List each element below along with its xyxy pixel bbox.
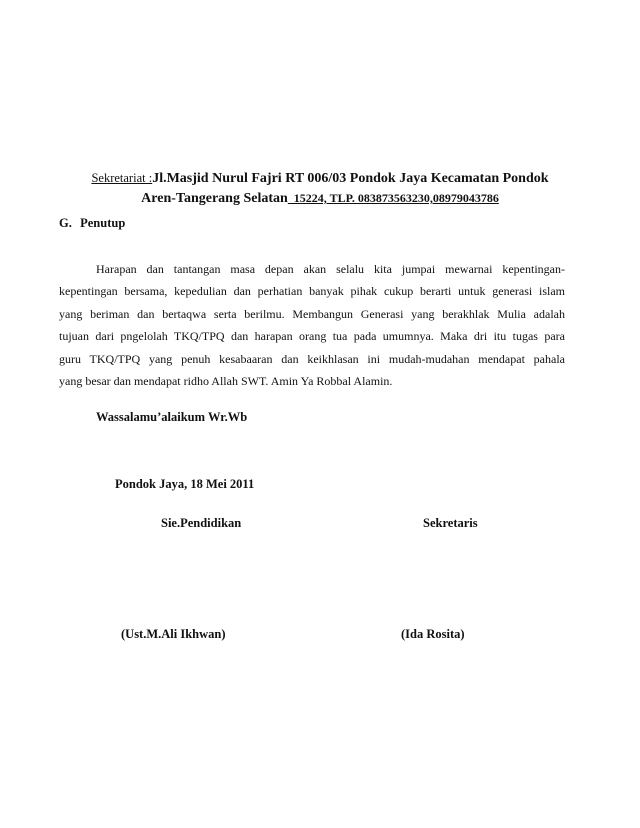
address-line-1: Jl.Masjid Nurul Fajri RT 006/03 Pondok Jaya Kecamatan Pondok — [152, 171, 549, 186]
place-date: Pondok Jaya, 18 Mei 2011 — [115, 477, 255, 491]
section-letter: G. — [59, 216, 72, 230]
closing-salutation: Wassalamu’alaikum Wr.Wb — [96, 410, 248, 424]
secretariat-label: Sekretariat : — [91, 171, 153, 185]
paragraph-line: guru TKQ/TPQ yang penuh kesabaaran dan keikhlasan ini mudah-mudahan mendapat pahala — [59, 351, 565, 366]
paragraph-line: Harapan dan tantangan masa depan akan selalu kita jumpai mewarnai kepentingan- — [96, 262, 565, 276]
contact-info: 15224, TLP. 083873563230,08979043786 — [287, 191, 499, 205]
signatory-name-right: (Ida Rosita) — [401, 627, 465, 641]
signatory-role-left: Sie.Pendidikan — [161, 516, 242, 530]
signatory-role-right: Sekretaris — [423, 516, 478, 530]
address-line-2: Aren-Tangerang Selatan — [141, 191, 288, 206]
letterhead — [60, 168, 580, 208]
paragraph-line: yang beriman dan bertaqwa serta berilmu. Membangun Generasi yang berakhlak Mulia adalah — [59, 306, 565, 321]
section-title: Penutup — [80, 216, 126, 230]
signatory-name-left: (Ust.M.Ali Ikhwan) — [121, 627, 226, 641]
paragraph-line: tujuan dari pngelolah TKQ/TPQ dan harapan orang tua pada umumnya. Maka dri itu tugas para — [59, 329, 565, 344]
section-heading — [59, 216, 125, 231]
closing-paragraph — [59, 258, 565, 392]
paragraph-line: yang besar dan mendapat ridho Allah SWT. Amin Ya Robbal Alamin. — [59, 374, 393, 389]
paragraph-line: kepentingan bersama, kepedulian dan perhatian banyak pihak cukup berarti untuk generasi islam — [59, 284, 565, 299]
